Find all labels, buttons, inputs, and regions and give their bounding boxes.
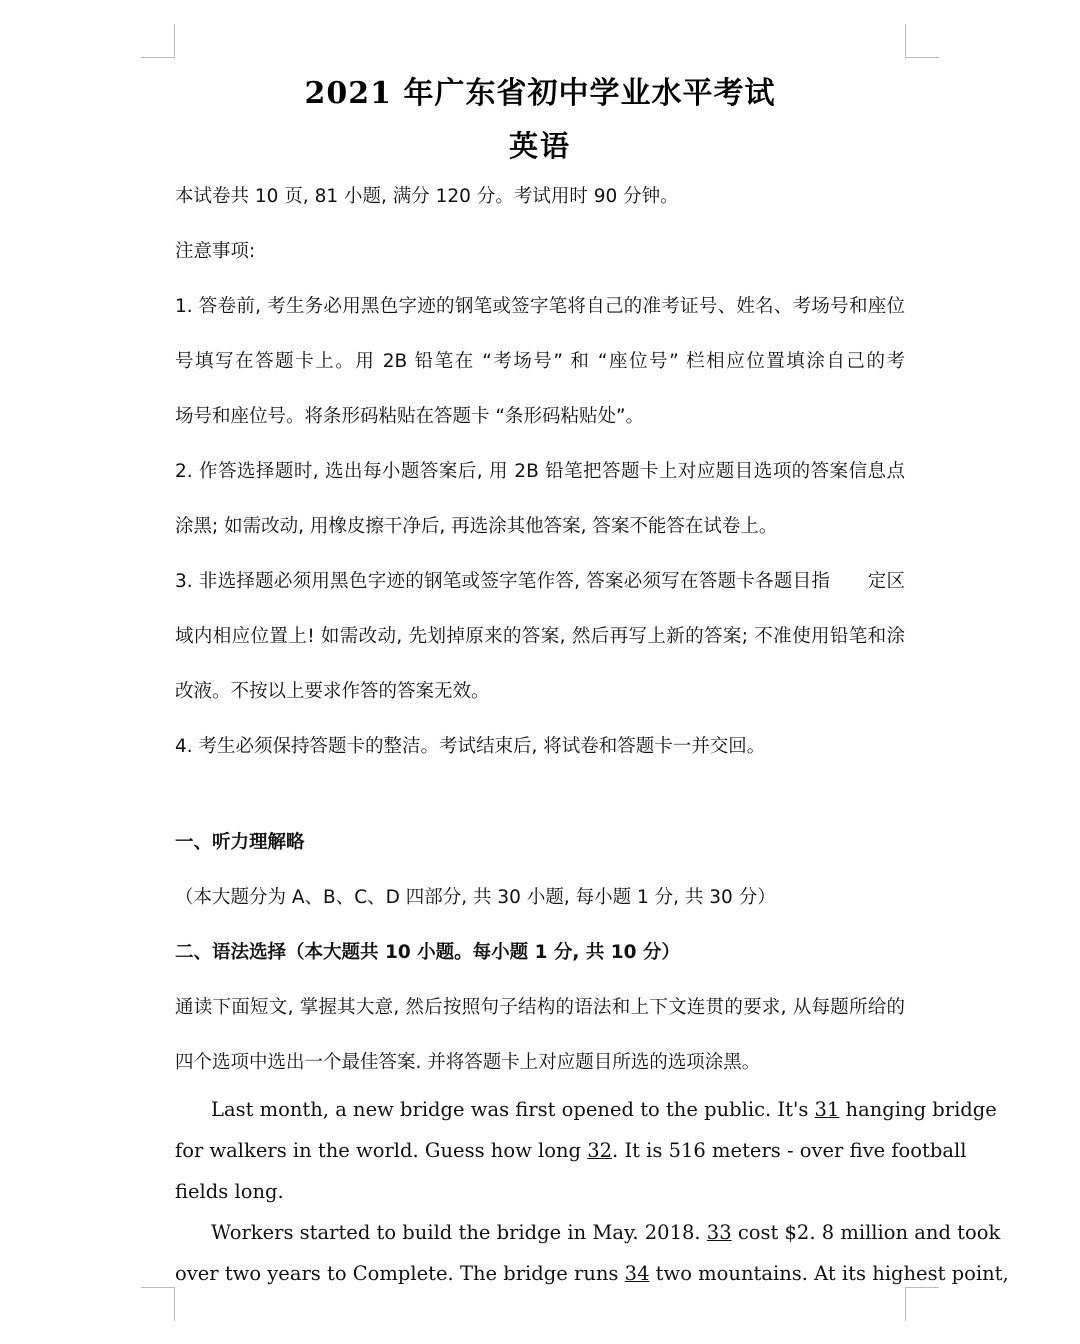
notice-line: 3. 非选择题必须用黑色字迹的钢笔或签字笔作答, 答案必须写在答题卡各题目指 定区 (175, 571, 905, 592)
blank-33: 33 (706, 1221, 732, 1244)
passage-line (175, 1260, 1009, 1288)
passage-text: for walkers in the world. Guess how long (175, 1139, 588, 1162)
crop-mark-top-left-v (174, 24, 175, 58)
passage-text: cost $2. 8 million and took (731, 1221, 1001, 1244)
notice-line: 场号和座位号。将条形码粘贴在答题卡 “条形码粘贴处”。 (175, 406, 645, 427)
notice-line: 4. 考生必须保持答题卡的整洁。考试结束后, 将试卷和答题卡一并交回。 (175, 736, 766, 757)
section2-heading: 二、语法选择（本大题共 10 小题。每小题 1 分, 共 10 分） (175, 942, 680, 963)
passage-text: . It is 516 meters - over five football (612, 1139, 967, 1162)
crop-mark-bottom-left-h (141, 1287, 175, 1288)
exam-intro: 本试卷共 10 页, 81 小题, 满分 120 分。考试用时 90 分钟。 (175, 186, 679, 207)
passage-line (175, 1178, 905, 1206)
notice-line: 1. 答卷前, 考生务必用黑色字迹的钢笔或签字笔将自己的准考证号、姓名、考场号和座位 (175, 296, 905, 317)
passage-line (211, 1096, 997, 1124)
section2-instruction: 四个选项中选出一个最佳答案. 并将答题卡上对应题目所选的选项涂黑。 (175, 1052, 761, 1073)
passage-text: two mountains. At its highest point, (649, 1262, 1009, 1285)
passage-text: hanging bridge (839, 1098, 997, 1121)
passage-text: Workers started to build the bridge in May. 2018. (211, 1221, 707, 1244)
crop-mark-bottom-left-v (174, 1287, 175, 1321)
crop-mark-bottom-right-h (905, 1287, 939, 1288)
crop-mark-bottom-right-v (905, 1287, 906, 1321)
crop-mark-top-right-v (905, 24, 906, 58)
crop-mark-top-left-h (141, 57, 175, 58)
notice-line: 号填写在答题卡上。用 2B 铅笔在 “考场号” 和 “座位号” 栏相应位置填涂自己的考 (175, 351, 905, 372)
blank-31: 31 (814, 1098, 840, 1121)
notice-line: 涂黑; 如需改动, 用橡皮擦干净后, 再选涂其他答案, 答案不能答在试卷上。 (175, 516, 778, 537)
section1-heading: 一、听力理解略 (175, 832, 305, 853)
section2-instruction: 通读下面短文, 掌握其大意, 然后按照句子结构的语法和上下文连贯的要求, 从每题所给的 (175, 997, 905, 1018)
notice-line: 域内相应位置上! 如需改动, 先划掉原来的答案, 然后再写上新的答案; 不准使用铅笔和涂 (175, 626, 905, 647)
passage-line (175, 1137, 967, 1165)
blank-32: 32 (587, 1139, 613, 1162)
section1-note: （本大题分为 A、B、C、D 四部分, 共 30 小题, 每小题 1 分, 共 30 分） (175, 887, 776, 908)
passage-text: fields long. (175, 1180, 284, 1203)
notice-line: 改液。不按以上要求作答的答案无效。 (175, 681, 490, 702)
exam-subject: 英语 (508, 129, 571, 163)
passage-text: over two years to Complete. The bridge runs (175, 1262, 625, 1285)
blank-34: 34 (624, 1262, 650, 1285)
passage-line (211, 1219, 1001, 1247)
passage-text: Last month, a new bridge was first opened to the public. It's (211, 1098, 815, 1121)
exam-title: 2021 年广东省初中学业水平考试 (304, 76, 776, 111)
notice-line: 2. 作答选择题时, 选出每小题答案后, 用 2B 铅笔把答题卡上对应题目选项的答案信息点 (175, 461, 905, 482)
crop-mark-top-right-h (905, 57, 939, 58)
notice-heading: 注意事项: (175, 241, 256, 262)
